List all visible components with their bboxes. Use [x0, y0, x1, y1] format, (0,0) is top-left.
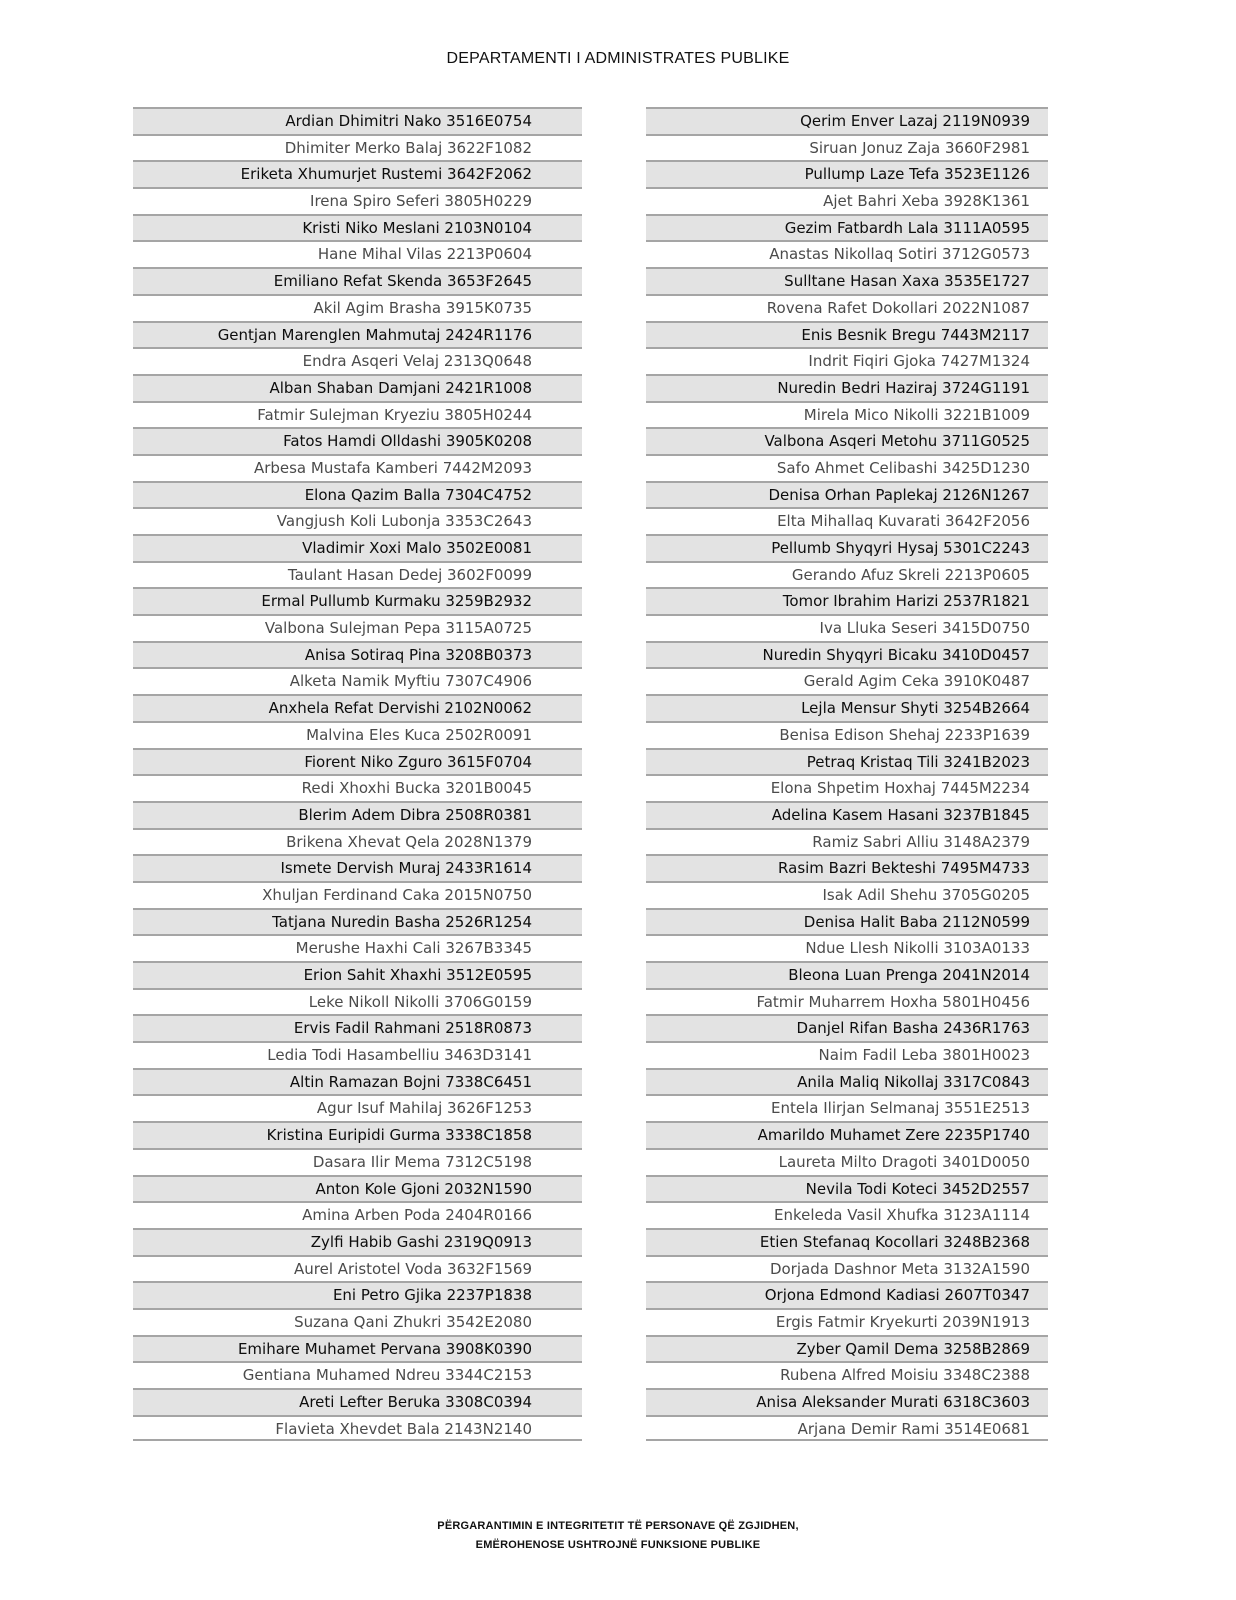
list-item: Elona Qazim Balla 7304C4752 — [133, 481, 582, 508]
list-item: Alketa Namik Myftiu 7307C4906 — [133, 667, 582, 694]
list-item: Qerim Enver Lazaj 2119N0939 — [646, 107, 1048, 134]
list-item: Blerim Adem Dibra 2508R0381 — [133, 801, 582, 828]
footer-line-1: PËRGARANTIMIN E INTEGRITETIT TË PERSONAVE QË ZGJIDHEN, — [437, 1520, 799, 1532]
list-item: Amarildo Muhamet Zere 2235P1740 — [646, 1121, 1048, 1148]
list-item: Anisa Sotiraq Pina 3208B0373 — [133, 641, 582, 668]
list-item: Adelina Kasem Hasani 3237B1845 — [646, 801, 1048, 828]
list-item: Taulant Hasan Dedej 3602F0099 — [133, 561, 582, 588]
list-item: Ergis Fatmir Kryekurti 2039N1913 — [646, 1308, 1048, 1335]
list-item: Gentiana Muhamed Ndreu 3344C2153 — [133, 1361, 582, 1388]
list-item: Bleona Luan Prenga 2041N2014 — [646, 961, 1048, 988]
list-item: Ismete Dervish Muraj 2433R1614 — [133, 854, 582, 881]
list-item: Areti Lefter Beruka 3308C0394 — [133, 1388, 582, 1415]
list-item: Dasara Ilir Mema 7312C5198 — [133, 1148, 582, 1175]
list-item: Lejla Mensur Shyti 3254B2664 — [646, 694, 1048, 721]
list-item: Irena Spiro Seferi 3805H0229 — [133, 187, 582, 214]
list-item: Nuredin Bedri Haziraj 3724G1191 — [646, 374, 1048, 401]
list-item: Agur Isuf Mahilaj 3626F1253 — [133, 1094, 582, 1121]
list-item: Mirela Mico Nikolli 3221B1009 — [646, 401, 1048, 428]
list-item: Merushe Haxhi Cali 3267B3345 — [133, 934, 582, 961]
list-item: Ramiz Sabri Alliu 3148A2379 — [646, 828, 1048, 855]
list-item: Indrit Fiqiri Gjoka 7427M1324 — [646, 347, 1048, 374]
list-item: Rasim Bazri Bekteshi 7495M4733 — [646, 854, 1048, 881]
list-item: Anastas Nikollaq Sotiri 3712G0573 — [646, 240, 1048, 267]
name-list-right — [646, 107, 1048, 1441]
list-item: Suzana Qani Zhukri 3542E2080 — [133, 1308, 582, 1335]
list-item: Nevila Todi Koteci 3452D2557 — [646, 1175, 1048, 1202]
list-item: Leke Nikoll Nikolli 3706G0159 — [133, 988, 582, 1015]
list-item: Hane Mihal Vilas 2213P0604 — [133, 240, 582, 267]
list-item: Nuredin Shyqyri Bicaku 3410D0457 — [646, 641, 1048, 668]
page-title: DEPARTAMENTI I ADMINISTRATES PUBLIKE — [446, 50, 790, 67]
list-item: Ermal Pullumb Kurmaku 3259B2932 — [133, 587, 582, 614]
list-item: Erion Sahit Xhaxhi 3512E0595 — [133, 961, 582, 988]
list-item: Endra Asqeri Velaj 2313Q0648 — [133, 347, 582, 374]
list-item: Eni Petro Gjika 2237P1838 — [133, 1281, 582, 1308]
list-item: Kristi Niko Meslani 2103N0104 — [133, 214, 582, 241]
list-item: Ervis Fadil Rahmani 2518R0873 — [133, 1014, 582, 1041]
list-item: Rubena Alfred Moisiu 3348C2388 — [646, 1361, 1048, 1388]
list-item: Flavieta Xhevdet Bala 2143N2140 — [133, 1415, 582, 1442]
list-item: Rovena Rafet Dokollari 2022N1087 — [646, 294, 1048, 321]
list-item: Benisa Edison Shehaj 2233P1639 — [646, 721, 1048, 748]
list-item: Alban Shaban Damjani 2421R1008 — [133, 374, 582, 401]
list-item: Arbesa Mustafa Kamberi 7442M2093 — [133, 454, 582, 481]
list-item: Aurel Aristotel Voda 3632F1569 — [133, 1255, 582, 1282]
list-item: Petraq Kristaq Tili 3241B2023 — [646, 748, 1048, 775]
list-item: Redi Xhoxhi Bucka 3201B0045 — [133, 774, 582, 801]
list-item: Kristina Euripidi Gurma 3338C1858 — [133, 1121, 582, 1148]
list-item: Vangjush Koli Lubonja 3353C2643 — [133, 507, 582, 534]
list-item: Tatjana Nuredin Basha 2526R1254 — [133, 908, 582, 935]
list-item: Danjel Rifan Basha 2436R1763 — [646, 1014, 1048, 1041]
list-item: Valbona Sulejman Pepa 3115A0725 — [133, 614, 582, 641]
list-item: Brikena Xhevat Qela 2028N1379 — [133, 828, 582, 855]
list-item: Laureta Milto Dragoti 3401D0050 — [646, 1148, 1048, 1175]
list-item: Malvina Eles Kuca 2502R0091 — [133, 721, 582, 748]
list-item: Emihare Muhamet Pervana 3908K0390 — [133, 1335, 582, 1362]
list-item: Arjana Demir Rami 3514E0681 — [646, 1415, 1048, 1442]
name-list-left — [133, 107, 582, 1441]
list-item: Dhimiter Merko Balaj 3622F1082 — [133, 134, 582, 161]
footer-line-2: EMËROHENOSE USHTROJNË FUNKSIONE PUBLIKE — [475, 1539, 761, 1551]
list-item: Enkeleda Vasil Xhufka 3123A1114 — [646, 1201, 1048, 1228]
list-item: Elona Shpetim Hoxhaj 7445M2234 — [646, 774, 1048, 801]
list-item: Anxhela Refat Dervishi 2102N0062 — [133, 694, 582, 721]
list-item: Fatos Hamdi Olldashi 3905K0208 — [133, 427, 582, 454]
list-item: Gezim Fatbardh Lala 3111A0595 — [646, 214, 1048, 241]
list-item: Naim Fadil Leba 3801H0023 — [646, 1041, 1048, 1068]
list-item: Emiliano Refat Skenda 3653F2645 — [133, 267, 582, 294]
list-item: Ndue Llesh Nikolli 3103A0133 — [646, 934, 1048, 961]
list-item: Entela Ilirjan Selmanaj 3551E2513 — [646, 1094, 1048, 1121]
list-item: Etien Stefanaq Kocollari 3248B2368 — [646, 1228, 1048, 1255]
list-item: Dorjada Dashnor Meta 3132A1590 — [646, 1255, 1048, 1282]
list-item: Ajet Bahri Xeba 3928K1361 — [646, 187, 1048, 214]
list-item: Gerando Afuz Skreli 2213P0605 — [646, 561, 1048, 588]
list-item: Sulltane Hasan Xaxa 3535E1727 — [646, 267, 1048, 294]
list-item: Isak Adil Shehu 3705G0205 — [646, 881, 1048, 908]
page-footer — [0, 1517, 1236, 1555]
list-item: Anton Kole Gjoni 2032N1590 — [133, 1175, 582, 1202]
list-item: Pullump Laze Tefa 3523E1126 — [646, 160, 1048, 187]
list-item: Denisa Halit Baba 2112N0599 — [646, 908, 1048, 935]
list-item: Iva Lluka Seseri 3415D0750 — [646, 614, 1048, 641]
list-item: Fiorent Niko Zguro 3615F0704 — [133, 748, 582, 775]
list-item: Enis Besnik Bregu 7443M2117 — [646, 321, 1048, 348]
list-item: Ledia Todi Hasambelliu 3463D3141 — [133, 1041, 582, 1068]
list-item: Vladimir Xoxi Malo 3502E0081 — [133, 534, 582, 561]
list-item: Fatmir Sulejman Kryeziu 3805H0244 — [133, 401, 582, 428]
list-item: Pellumb Shyqyri Hysaj 5301C2243 — [646, 534, 1048, 561]
list-item: Elta Mihallaq Kuvarati 3642F2056 — [646, 507, 1048, 534]
list-item: Eriketa Xhumurjet Rustemi 3642F2062 — [133, 160, 582, 187]
list-item: Altin Ramazan Bojni 7338C6451 — [133, 1068, 582, 1095]
list-item: Anila Maliq Nikollaj 3317C0843 — [646, 1068, 1048, 1095]
list-item: Ardian Dhimitri Nako 3516E0754 — [133, 107, 582, 134]
list-item: Valbona Asqeri Metohu 3711G0525 — [646, 427, 1048, 454]
list-item: Safo Ahmet Celibashi 3425D1230 — [646, 454, 1048, 481]
list-item: Xhuljan Ferdinand Caka 2015N0750 — [133, 881, 582, 908]
list-item: Tomor Ibrahim Harizi 2537R1821 — [646, 587, 1048, 614]
list-item: Fatmir Muharrem Hoxha 5801H0456 — [646, 988, 1048, 1015]
list-item: Zylfi Habib Gashi 2319Q0913 — [133, 1228, 582, 1255]
list-item: Anisa Aleksander Murati 6318C3603 — [646, 1388, 1048, 1415]
list-item: Orjona Edmond Kadiasi 2607T0347 — [646, 1281, 1048, 1308]
list-item: Gerald Agim Ceka 3910K0487 — [646, 667, 1048, 694]
list-item: Amina Arben Poda 2404R0166 — [133, 1201, 582, 1228]
list-item: Siruan Jonuz Zaja 3660F2981 — [646, 134, 1048, 161]
list-item: Denisa Orhan Paplekaj 2126N1267 — [646, 481, 1048, 508]
list-item: Zyber Qamil Dema 3258B2869 — [646, 1335, 1048, 1362]
list-item: Akil Agim Brasha 3915K0735 — [133, 294, 582, 321]
list-item: Gentjan Marenglen Mahmutaj 2424R1176 — [133, 321, 582, 348]
